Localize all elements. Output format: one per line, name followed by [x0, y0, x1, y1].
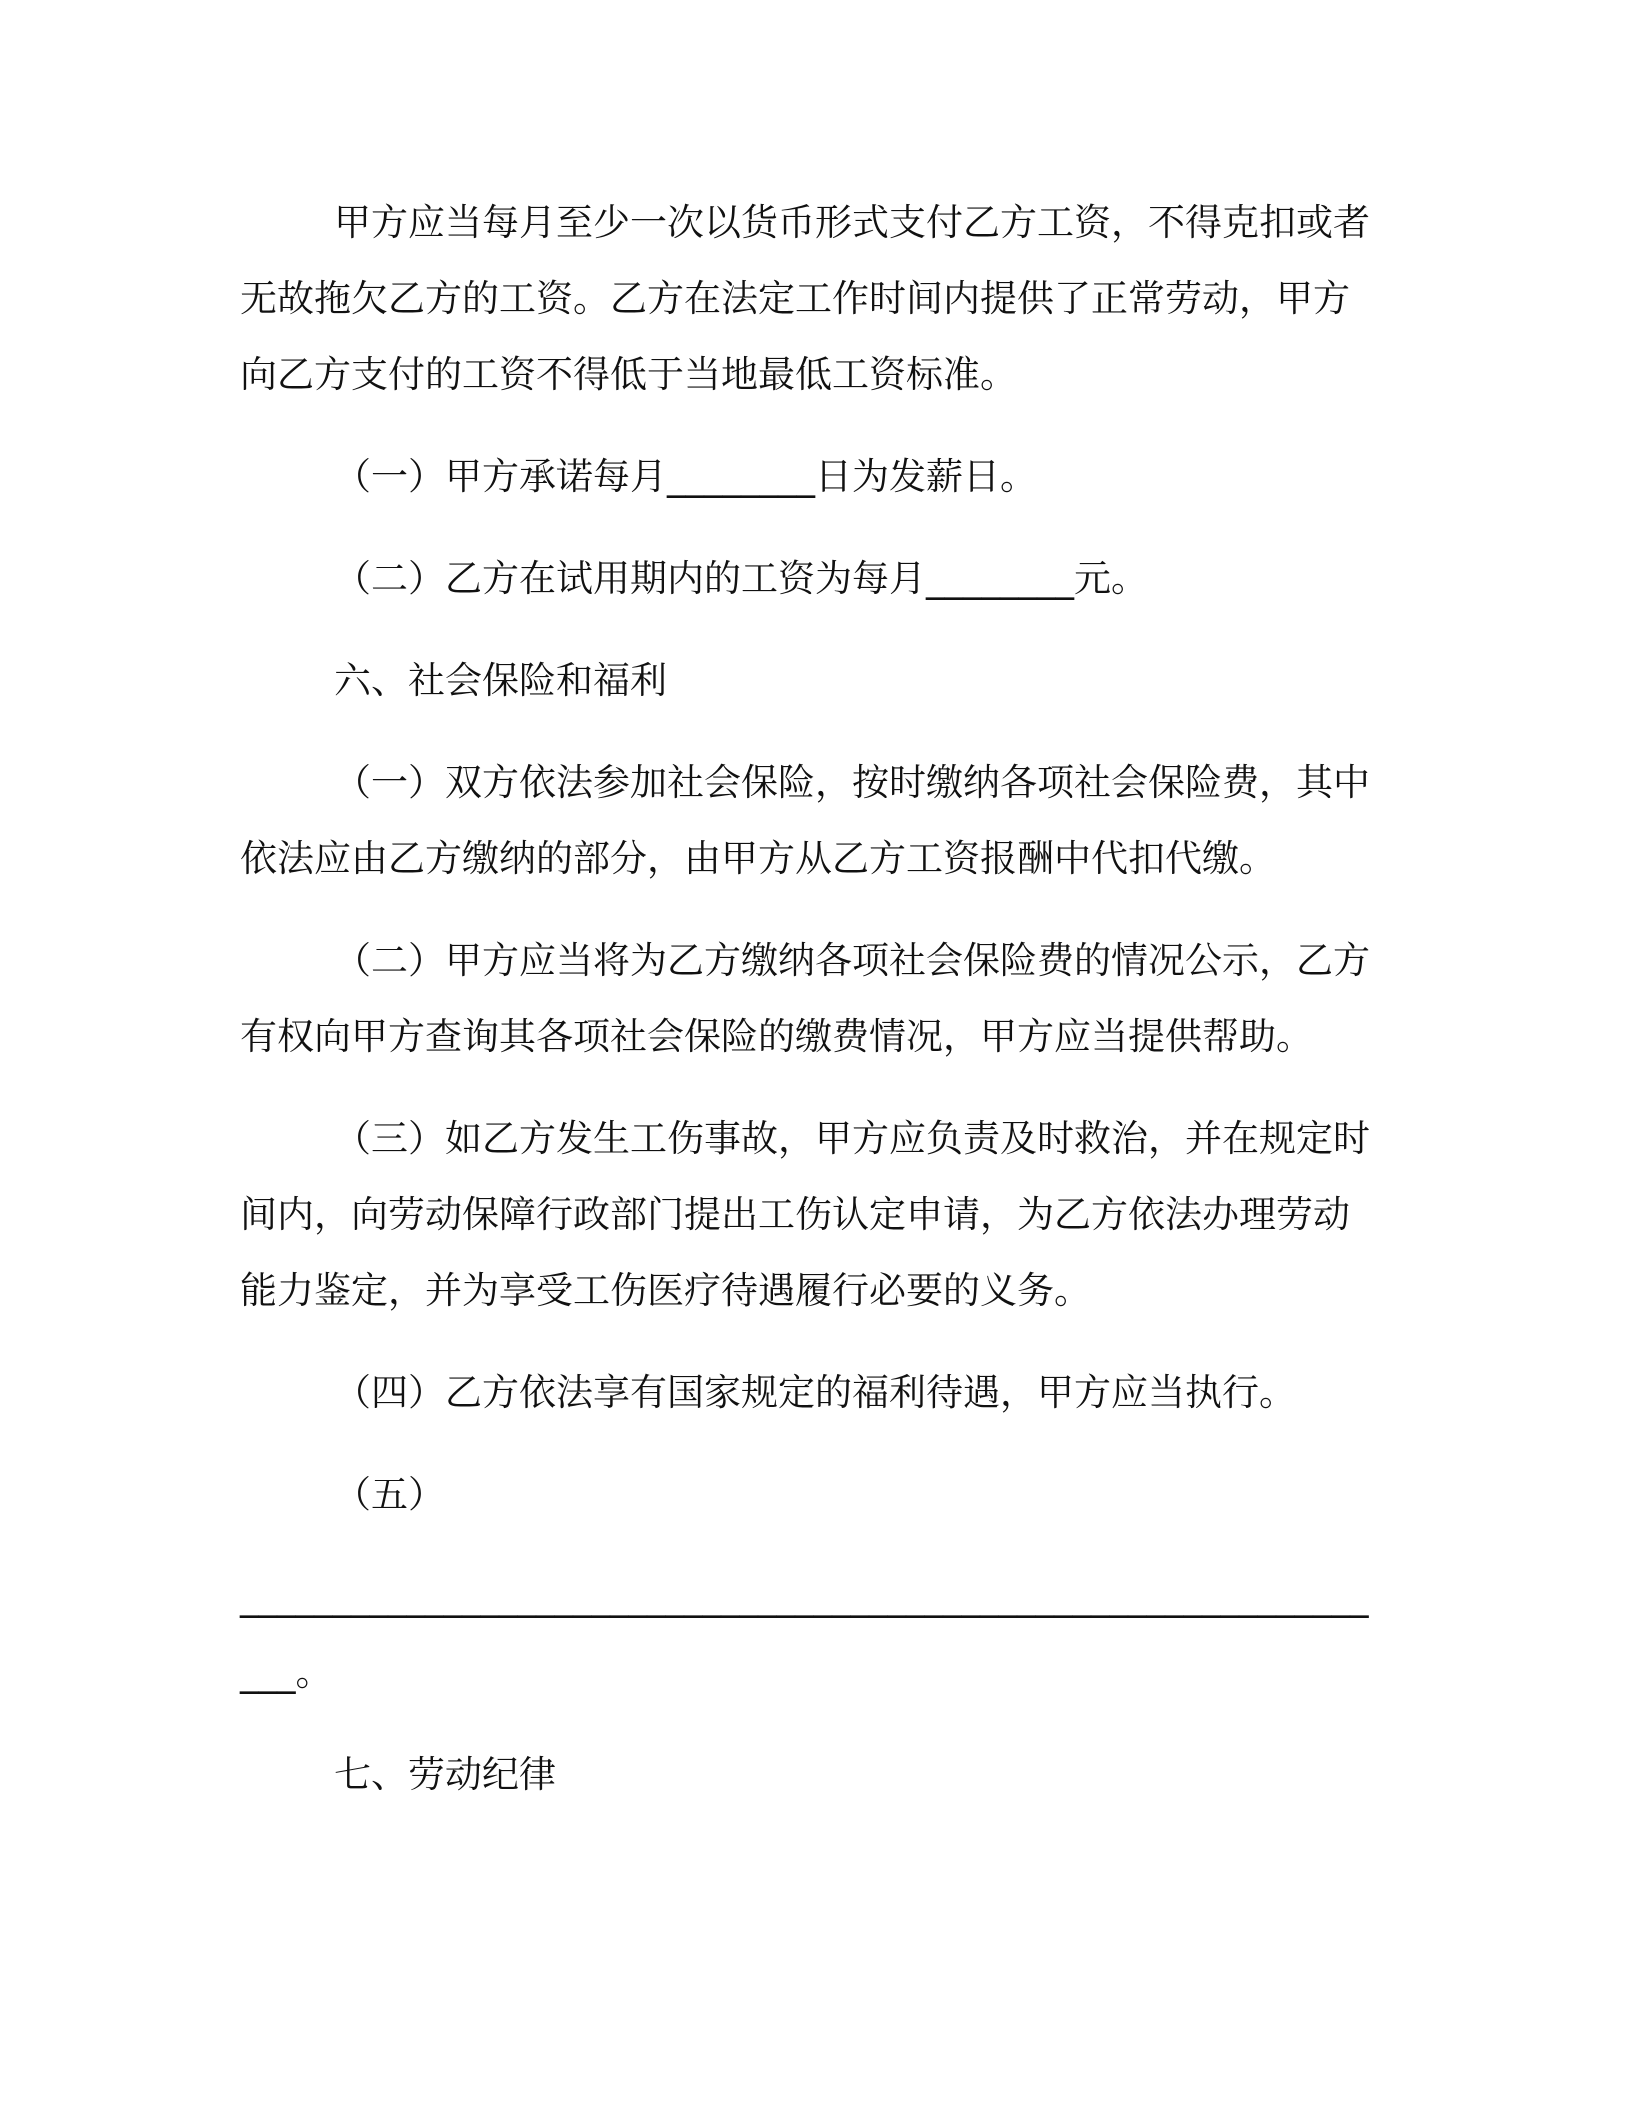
paragraph-insurance-4: （四）乙方依法享有国家规定的福利待遇，甲方应当执行。 — [334, 1371, 1296, 1414]
section-heading-labor-discipline: 七、劳动纪律 — [334, 1753, 556, 1796]
document-body — [240, 185, 1376, 1839]
paragraph-payday: （一）甲方承诺每月________日为发薪日。 — [334, 455, 1037, 498]
paragraph-wage-payment: 甲方应当每月至少一次以货币形式支付乙方工资，不得克扣或者无故拖欠乙方的工资。乙方在法定工作时间内提供了正常劳动，甲方向乙方支付的工资不得低于当地最低工资标准。 — [240, 201, 1370, 396]
paragraph-insurance-2: （二）甲方应当将为乙方缴纳各项社会保险费的情况公示，乙方有权向甲方查询其各项社会保险的缴费情况，甲方应当提供帮助。 — [240, 939, 1370, 1058]
paragraph-insurance-5: （五） — [334, 1473, 445, 1516]
blank-fill-line: ________________________________________________________________。 — [240, 1575, 1369, 1694]
paragraph-probation-wage: （二）乙方在试用期内的工资为每月________元。 — [334, 557, 1148, 600]
section-heading-social-insurance: 六、社会保险和福利 — [334, 659, 667, 702]
paragraph-insurance-1: （一）双方依法参加社会保险，按时缴纳各项社会保险费，其中依法应由乙方缴纳的部分，由甲方从乙方工资报酬中代扣代缴。 — [240, 761, 1370, 880]
paragraph-insurance-3: （三）如乙方发生工伤事故，甲方应负责及时救治，并在规定时间内，向劳动保障行政部门提出工伤认定申请，为乙方依法办理劳动能力鉴定，并为享受工伤医疗待遇履行必要的义务。 — [240, 1117, 1370, 1312]
